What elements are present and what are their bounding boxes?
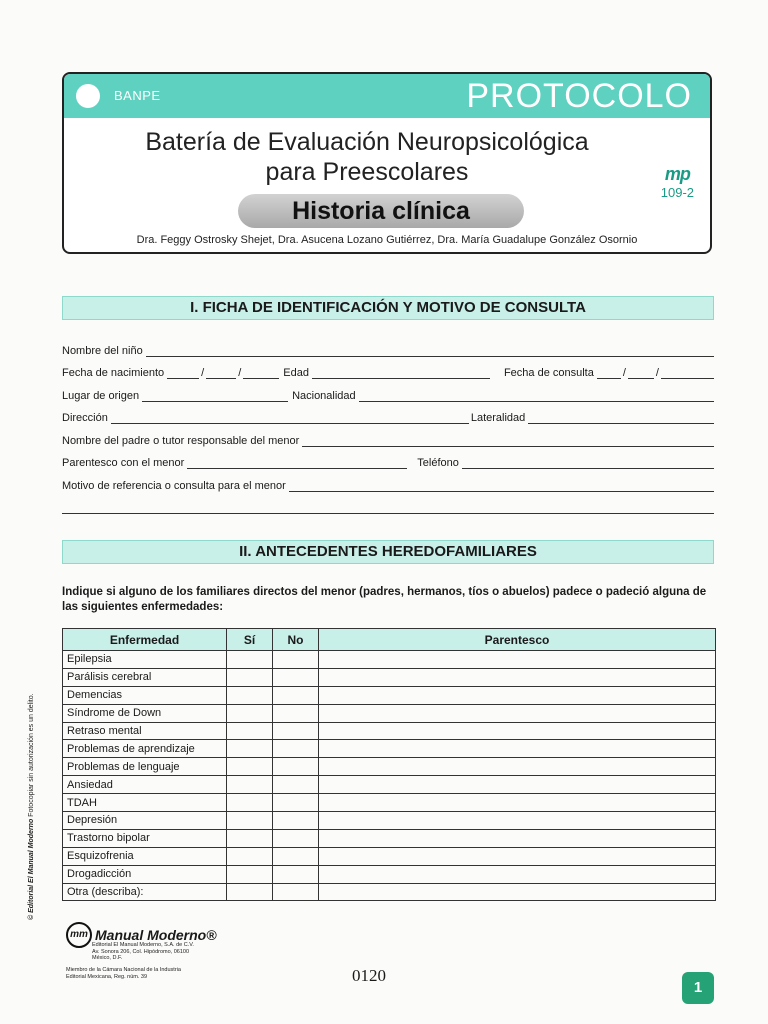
si-cell[interactable] <box>227 686 273 704</box>
member-line: Miembro de la Cámara Nacional de la Industria <box>66 967 181 973</box>
lugar-origen-field[interactable] <box>142 390 288 402</box>
title-line-2: para Preescolares <box>265 158 469 186</box>
parentesco-cell[interactable] <box>319 651 716 669</box>
row-fecha <box>62 357 714 380</box>
si-cell[interactable] <box>227 704 273 722</box>
label-motivo: Motivo de referencia o consulta para el menor <box>62 479 286 492</box>
table-row <box>63 776 716 794</box>
si-cell[interactable] <box>227 865 273 883</box>
banpe-label: BANPE <box>114 88 161 103</box>
mp-logo: mp <box>664 164 690 184</box>
table-row <box>63 758 716 776</box>
footer-form-code: 0120 <box>352 966 386 985</box>
address-line: Av. Sonora 206, Col. Hipódromo, 06100 <box>92 948 190 955</box>
si-cell[interactable] <box>227 776 273 794</box>
parentesco-cell[interactable] <box>319 829 716 847</box>
nacionalidad-field[interactable] <box>359 390 714 402</box>
no-cell[interactable] <box>273 812 319 830</box>
si-cell[interactable] <box>227 829 273 847</box>
member-line: Editorial Mexicana, Reg. núm. 39 <box>66 973 148 980</box>
title-line-1: Batería de Evaluación Neuropsicológica <box>145 128 589 156</box>
form-code <box>661 164 694 200</box>
disease-name: Parálisis cerebral <box>63 668 227 686</box>
label-lugar-origen: Lugar de origen <box>62 389 140 402</box>
parentesco-cell[interactable] <box>319 668 716 686</box>
address-line: México, D.F. <box>92 955 123 961</box>
consult-month-field[interactable] <box>628 367 654 379</box>
label-nacionalidad: Nacionalidad <box>292 389 356 402</box>
disease-name: Ansiedad <box>63 776 227 794</box>
disease-name: Problemas de aprendizaje <box>63 740 227 758</box>
row-motivo <box>62 469 714 492</box>
no-cell[interactable] <box>273 722 319 740</box>
parentesco-cell[interactable] <box>319 758 716 776</box>
table-row <box>63 812 716 830</box>
no-cell[interactable] <box>273 651 319 669</box>
mm-logo-icon: mm <box>66 922 92 948</box>
date-separator: / <box>201 367 205 379</box>
si-cell[interactable] <box>227 668 273 686</box>
si-cell[interactable] <box>227 847 273 865</box>
row-parentesco <box>62 447 714 470</box>
label-telefono: Teléfono <box>417 457 459 469</box>
nombre-field[interactable] <box>146 345 714 357</box>
disease-name: Retraso mental <box>63 722 227 740</box>
instructions: Indique si alguno de los familiares directos del menor (padres, hermanos, tíos o abuelos) padece o padeció alguna de las siguientes enfermedades: <box>62 586 707 613</box>
si-cell[interactable] <box>227 651 273 669</box>
parentesco-cell[interactable] <box>319 865 716 883</box>
table-row <box>63 722 716 740</box>
no-cell[interactable] <box>273 883 319 901</box>
disease-name: TDAH <box>63 794 227 812</box>
label-edad: Edad <box>283 367 309 379</box>
header-parentesco: Parentesco <box>319 629 716 651</box>
birth-month-field[interactable] <box>206 367 236 379</box>
table-row <box>63 740 716 758</box>
si-cell[interactable] <box>227 794 273 812</box>
header-enfermedad: Enfermedad <box>63 629 227 651</box>
table-header-row <box>63 629 716 651</box>
lateralidad-field[interactable] <box>528 412 714 424</box>
disease-name: Esquizofrenia <box>63 847 227 865</box>
circle-icon <box>76 84 100 108</box>
motivo-extra-field[interactable] <box>62 502 714 514</box>
header-no: No <box>273 629 319 651</box>
label-parentesco: Parentesco con el menor <box>62 457 185 469</box>
no-cell[interactable] <box>273 668 319 686</box>
parentesco-cell[interactable] <box>319 686 716 704</box>
copy-warning: Fotocopiar sin autorización es un delito. <box>28 693 35 817</box>
disease-name: Otra (describa): <box>63 883 227 901</box>
label-fecha-nacimiento: Fecha de nacimiento <box>62 367 165 379</box>
row-origen <box>62 379 714 402</box>
label-padre-tutor: Nombre del padre o tutor responsable del menor <box>62 434 300 447</box>
label-nombre: Nombre del niño <box>62 344 143 357</box>
disease-name: Demencias <box>63 686 227 704</box>
row-nombre <box>62 334 714 357</box>
no-cell[interactable] <box>273 865 319 883</box>
date-separator: / <box>622 367 626 379</box>
address-line: Editorial El Manual Moderno, S.A. de C.V. <box>92 942 194 948</box>
parentesco-cell[interactable] <box>319 812 716 830</box>
telefono-field[interactable] <box>462 457 714 469</box>
disease-name: Depresión <box>63 812 227 830</box>
si-cell[interactable] <box>227 722 273 740</box>
no-cell[interactable] <box>273 686 319 704</box>
header-band <box>64 74 710 118</box>
table-row <box>63 651 716 669</box>
document-subtitle: Historia clínica <box>238 194 524 228</box>
direccion-field[interactable] <box>111 412 469 424</box>
disease-name: Síndrome de Down <box>63 704 227 722</box>
no-cell[interactable] <box>273 829 319 847</box>
table-row <box>63 794 716 812</box>
parentesco-cell[interactable] <box>319 722 716 740</box>
family-history-table <box>62 628 716 901</box>
disease-name: Epilepsia <box>63 651 227 669</box>
page-number: 1 <box>682 972 714 1004</box>
parentesco-cell[interactable] <box>319 776 716 794</box>
table-row <box>63 829 716 847</box>
si-cell[interactable] <box>227 812 273 830</box>
table-row <box>63 668 716 686</box>
no-cell[interactable] <box>273 758 319 776</box>
logo-text: Manual Moderno® <box>95 927 217 943</box>
authors: Dra. Feggy Ostrosky Shejet, Dra. Asucena Lozano Gutiérrez, Dra. María Guadalupe González Osornio <box>136 234 638 246</box>
publisher-credit: © Editorial El Manual Moderno <box>28 818 35 920</box>
consult-year-field[interactable] <box>661 367 714 379</box>
motivo-field[interactable] <box>289 480 714 492</box>
row-motivo-extra <box>62 492 714 515</box>
padre-tutor-field[interactable] <box>302 435 714 447</box>
no-cell[interactable] <box>273 704 319 722</box>
no-cell[interactable] <box>273 847 319 865</box>
row-padre <box>62 424 714 447</box>
si-cell[interactable] <box>227 740 273 758</box>
section-1-title: I. FICHA DE IDENTIFICACIÓN Y MOTIVO DE CONSULTA <box>62 296 714 320</box>
disease-name: Problemas de lenguaje <box>63 758 227 776</box>
birth-year-field[interactable] <box>243 367 279 379</box>
table-row <box>63 847 716 865</box>
date-separator: / <box>238 367 242 379</box>
publisher-address <box>92 942 194 962</box>
label-direccion: Dirección <box>62 412 108 424</box>
protocol-header <box>62 72 712 254</box>
no-cell[interactable] <box>273 794 319 812</box>
parentesco-cell[interactable] <box>319 740 716 758</box>
parentesco-cell[interactable] <box>319 883 716 901</box>
si-cell[interactable] <box>227 758 273 776</box>
publisher-membership <box>66 967 181 980</box>
edad-field[interactable] <box>312 367 490 379</box>
protocolo-label: PROTOCOLO <box>466 77 692 115</box>
table-row <box>63 865 716 883</box>
si-cell[interactable] <box>227 883 273 901</box>
parentesco-cell[interactable] <box>319 794 716 812</box>
table-row <box>63 686 716 704</box>
label-fecha-consulta: Fecha de consulta <box>503 367 594 379</box>
copyright-note <box>28 693 35 920</box>
header-si: Sí <box>227 629 273 651</box>
consult-day-field[interactable] <box>597 367 621 379</box>
form-number: 109-2 <box>660 185 694 200</box>
no-cell[interactable] <box>273 740 319 758</box>
parentesco-cell[interactable] <box>319 847 716 865</box>
row-direccion <box>62 402 714 425</box>
date-separator: / <box>655 367 659 379</box>
no-cell[interactable] <box>273 776 319 794</box>
label-lateralidad: Lateralidad <box>470 412 526 424</box>
table-row <box>63 704 716 722</box>
disease-name: Trastorno bipolar <box>63 829 227 847</box>
table-row <box>63 883 716 901</box>
birth-day-field[interactable] <box>167 367 199 379</box>
identification-form <box>62 334 714 514</box>
disease-name: Drogadicción <box>63 865 227 883</box>
section-2-title: II. ANTECEDENTES HEREDOFAMILIARES <box>62 540 714 564</box>
parentesco-field[interactable] <box>187 457 407 469</box>
parentesco-cell[interactable] <box>319 704 716 722</box>
